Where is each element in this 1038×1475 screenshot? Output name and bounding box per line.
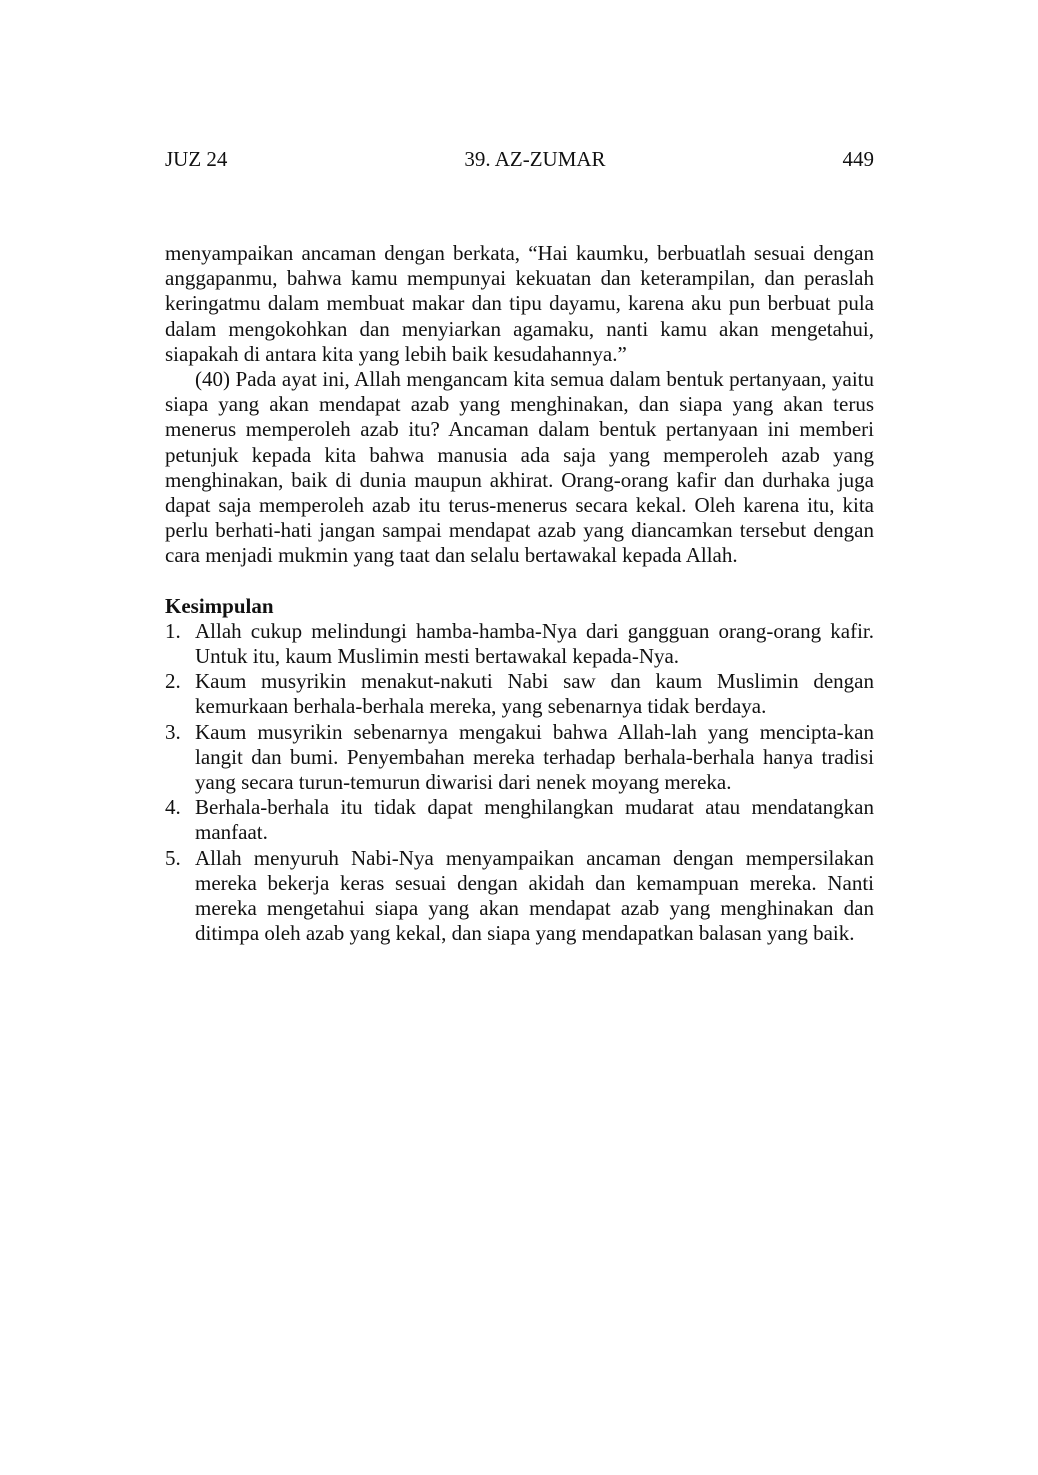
section-heading-kesimpulan: Kesimpulan	[165, 593, 274, 618]
list-item-text: Kaum musyrikin sebenarnya mengakui bahwa Allah-lah yang mencipta-kan langit dan bumi. Penyembahan mereka terhadap berhala-berhala hanya tradisi yang secara turun-temurun diwarisi dari nenek moyang mereka.	[195, 719, 874, 795]
page-number: 449	[842, 147, 874, 171]
list-item-number: 5.	[165, 845, 181, 870]
list-item-number: 1.	[165, 618, 181, 643]
list-item-text: Berhala-berhala itu tidak dapat menghilangkan mudarat atau mendatangkan manfaat.	[195, 795, 874, 845]
list-item-text: Allah menyuruh Nabi-Nya menyampaikan ancaman dengan mempersilakan mereka bekerja keras sesuai dengan akidah dan kemampuan mereka. Nanti mereka mengetahui siapa yang akan mendapat azab yang menghinakan dan ditimpa oleh azab yang kekal, dan siapa yang mendapatkan balasan yang baik.	[195, 845, 874, 946]
surah-title: 39. AZ-ZUMAR	[464, 147, 606, 171]
list-item	[165, 720, 874, 796]
list-item-number: 3.	[165, 719, 181, 744]
book-page	[165, 145, 874, 946]
list-item-text: Allah cukup melindungi hamba-hamba-Nya dari gangguan orang-orang kafir. Untuk itu, kaum Muslimin mesti bertawakal kepada-Nya.	[195, 618, 874, 669]
conclusion-list	[165, 619, 874, 947]
list-item	[165, 619, 874, 669]
list-item	[165, 795, 874, 845]
list-item-text: Kaum musyrikin menakut-nakuti Nabi saw dan kaum Muslimin dengan kemurkaan berhala-berhala mereka, yang sebenarnya tidak berdaya.	[195, 669, 874, 719]
juz-label: JUZ 24	[165, 147, 228, 171]
list-item-number: 4.	[165, 795, 181, 820]
body-text	[165, 241, 874, 946]
list-item	[165, 669, 874, 719]
list-item-number: 2.	[165, 669, 181, 694]
paragraph-verse-40: (40) Pada ayat ini, Allah mengancam kita semua dalam bentuk pertanyaan, yaitu siapa yang akan mendapat azab yang menghinakan, dan siapa yang akan terus menerus memperoleh azab itu? Ancaman dalam bentuk pertanyaan ini memberi petunjuk kepada kita bahwa manusia ada saja yang memperoleh azab yang menghinakan, baik di dunia maupun akhirat. Orang-orang kafir dan durhaka juga dapat saja memperoleh azab itu terus-menerus secara kekal. Oleh karena itu, kita perlu berhati-hati jangan sampai mendapat azab yang diancamkan tersebut dengan cara menjadi mukmin yang taat dan selalu bertawakal kepada Allah.	[165, 367, 874, 568]
paragraph-continuation: menyampaikan ancaman dengan berkata, “Hai kaumku, berbuatlah sesuai dengan anggapanmu, bahwa kamu mempunyai kekuatan dan keterampilan, dan peraslah keringatmu dalam membuat makar dan tipu dayamu, karena aku pun berbuat pula dalam mengokohkan dan menyiarkan agamaku, nanti kamu akan mengetahui, siapakah di antara kita yang lebih baik kesudahannya.”	[165, 241, 874, 366]
running-header	[165, 145, 874, 173]
list-item	[165, 846, 874, 947]
